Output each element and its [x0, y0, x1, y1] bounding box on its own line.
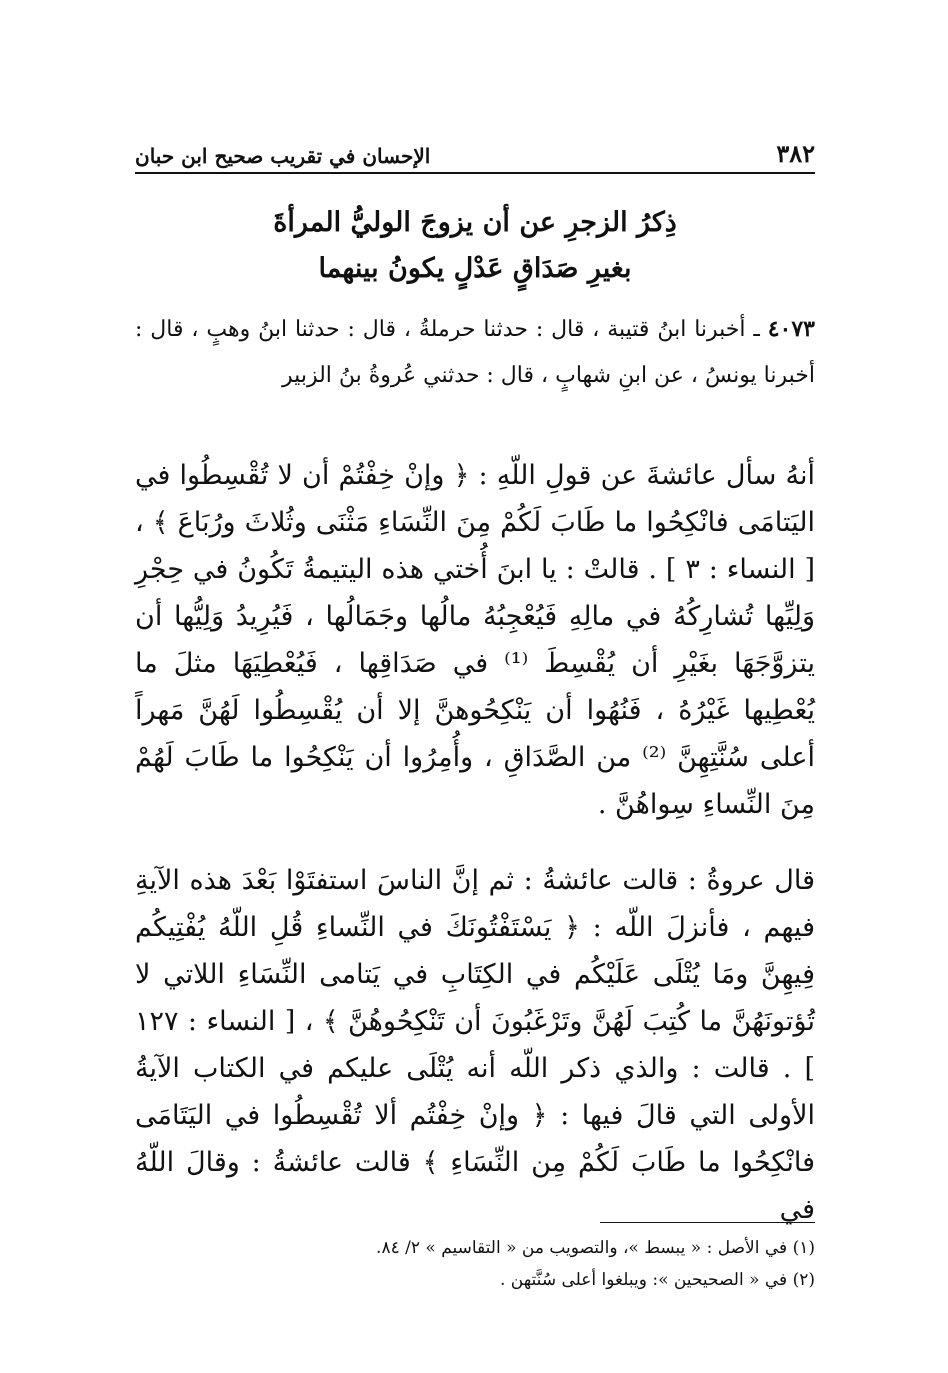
chapter-title-line-1: ذِكرُ الزجرِ عن أن يزوجَ الوليُّ المرأةَ — [273, 207, 677, 238]
hadith-paragraph-1: أنهُ سأل عائشةَ عن قولِ اللّهِ : ﴿ وإنْ خِفْتُمْ أن لا تُقْسِطُوا في اليَتامَى فانْكِحُوا ما طَابَ لَكُمْ مِنَ النِّسَاءِ مَثْنَى وثُلاثَ ورُبَاعَ ﴾ ، [ النساء : ٣ ] . قالتْ : يا ابنَ أُختي هذه اليتيمةُ تَكُونُ في حِجْرِ وَلِيِّها تُشارِكُهُ في مالِهِ فَيُعْجِبُهُ مالُها وجَمَالُها ، فَيُرِيدُ وَلِيُّها أن يتزوَّجَهَا بغَيْرِ أن يُقْسِطَ ⁽¹⁾ في صَدَاقِها ، فَيُعْطِيَهَا مثلَ ما يُعْطِيها غَيْرُهُ ، فَنُهُوا أن يَنْكِحُوهنَّ إلا أن يُقْسِطُوا لَهُنَّ مَهراً أعلى سُنَّتِهِنَّ ⁽²⁾ من الصَّدَاقِ ، وأُمِرُوا أن يَنْكِحُوا ما طَابَ لَهُمْ مِنَ النِّساءِ سِواهُنَّ . — [135, 460, 815, 820]
chapter-title-line-2: بغيرِ صَدَاقٍ عَدْلٍ يكونُ بينهما — [318, 253, 632, 284]
isnad-text: ـ أخبرنا ابنُ قتيبة ، قال : حدثنا حرملةُ ، قال : حدثنا ابنُ وهبٍ ، قال : أخبرنا يونسُ ، عن ابنِ شهابٍ ، قال : حدثني عُروةُ بنُ الزبير — [135, 317, 815, 388]
footnote-divider — [600, 1222, 815, 1223]
footnote-1: (١) في الأصل : « يبسط »، والتصويب من « التقاسيم » ٢/ ٨٤. — [376, 1238, 815, 1258]
chapter-heading — [135, 200, 815, 292]
hadith-number: ٤٠٧٣ — [767, 316, 815, 342]
footnote-2: (٢) في « الصحيحين »: ويبلغوا أعلى سُنَّتهن . — [499, 1270, 815, 1290]
hadith-isnad — [135, 306, 815, 399]
hadith-paragraph-2: قال عروةُ : قالت عائشةُ : ثم إنَّ الناسَ استفتَوْا بَعْدَ هذه الآيةِ فيهم ، فأنزلَ اللّه : ﴿ يَسْتَفْتُونَكَ في النِّساءِ قُلِ اللّهُ يُفْتِيكُم فِيهِنَّ ومَا يُتْلَى عَلَيْكُم في الكِتَابِ في يَتامى النِّسَاءِ اللاتي لا تُؤتونَهُنَّ ما كُتِبَ لَهُنَّ وتَرْغَبُونَ أن تَنْكِحُوهُنَّ ﴾ ، [ النساء : ١٢٧ ] . قالت : والذي ذكر اللّه أنه يُتْلَى عليكم في الكتاب الآيةُ الأولى التي قالَ فيها : ﴿ وإنْ خِفْتُم ألا تُقْسِطُوا في اليَتَامَى فانْكِحُوا ما طَابَ لَكُمْ مِن النِّسَاءِ ﴾ قالت عائشةُ : وقالَ اللّهُ في — [135, 865, 815, 1225]
page-number: ٣٨٢ — [776, 139, 815, 168]
footnotes — [135, 1232, 815, 1296]
book-title: الإحسان في تقريب صحيح ابن حبان — [135, 144, 431, 168]
running-header — [135, 140, 815, 174]
